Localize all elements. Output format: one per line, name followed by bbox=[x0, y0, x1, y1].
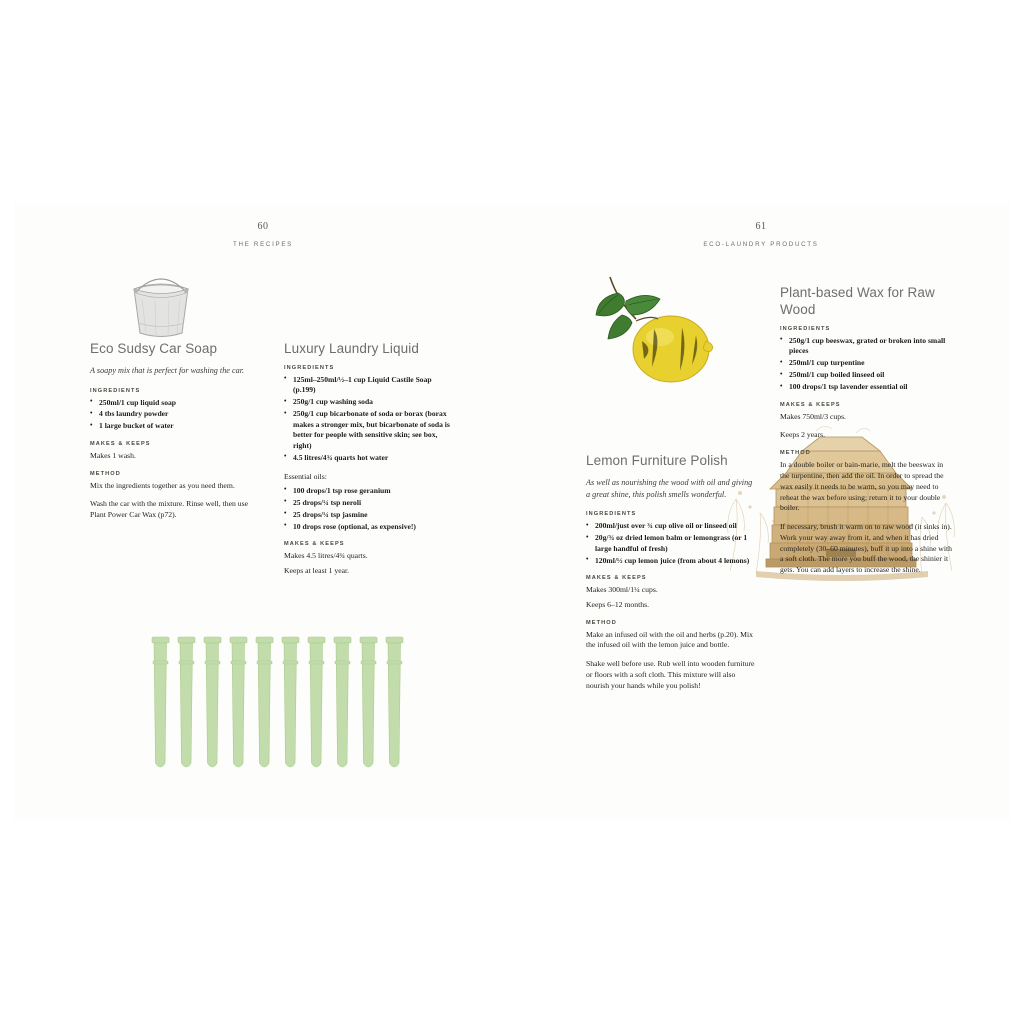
makes-keeps-text: Makes 4.5 litres/4¾ quarts. bbox=[284, 551, 368, 561]
list-item: • 25 drops/¼ tsp jasmine bbox=[284, 510, 456, 520]
recipe-luxury-laundry-liquid bbox=[284, 341, 456, 586]
ingredients-heading: INGREDIENTS bbox=[780, 325, 831, 332]
recipe-lede: A soapy mix that is perfect for washing the car. bbox=[90, 365, 245, 375]
list-item: • 25 drops/¼ tsp neroli bbox=[284, 498, 456, 508]
makes-keeps-block bbox=[90, 441, 262, 462]
method-block bbox=[586, 620, 758, 692]
ingredients-heading: INGREDIENTS bbox=[284, 364, 335, 371]
list-item: • 100 drops/1 tsp lavender essential oil bbox=[780, 382, 952, 392]
makes-keeps-block bbox=[586, 575, 758, 611]
list-item: • 250ml/1 cup boiled linseed oil bbox=[780, 370, 952, 380]
makes-keeps-text: Makes 300ml/1¼ cups. bbox=[586, 585, 658, 595]
makes-keeps-text: Makes 750ml/3 cups. bbox=[780, 411, 846, 421]
makes-keeps-text: Makes 1 wash. bbox=[90, 450, 136, 460]
makes-keeps-text: Keeps 6–12 months. bbox=[586, 599, 649, 609]
right-folio-label: ECO-LAUNDRY PRODUCTS bbox=[703, 241, 819, 248]
makes-keeps-block bbox=[284, 541, 456, 577]
list-item: • 250g/1 cup beeswax, grated or broken into small pieces bbox=[780, 336, 952, 357]
method-block bbox=[780, 450, 952, 576]
makes-keeps-block bbox=[780, 402, 952, 442]
essential-oils-label: Essential oils: bbox=[284, 472, 327, 482]
method-paragraph: If necessary, brush it warm on to raw wood (it sinks in). Work your way away from it, and when it has dried completely (30–60 minutes), buff it up into a shine with a soft cloth. The more you buff the wood, the shinier it gets. You can add layers to increase the shine. bbox=[780, 522, 952, 575]
recipe-lemon-furniture-polish bbox=[586, 453, 758, 701]
method-block bbox=[90, 471, 262, 521]
method-heading: METHOD bbox=[90, 470, 121, 477]
left-folio-label: THE RECIPES bbox=[233, 241, 293, 248]
makes-keeps-text: Keeps at least 1 year. bbox=[284, 566, 350, 576]
list-item: • 4.5 litres/4¾ quarts hot water bbox=[284, 453, 456, 463]
right-folio-number: 61 bbox=[755, 221, 767, 232]
left-folio-number: 60 bbox=[257, 221, 269, 232]
method-paragraph: Mix the ingredients together as you need them. bbox=[90, 480, 235, 490]
list-item: • 250ml/1 cup turpentine bbox=[780, 358, 952, 368]
makes-keeps-heading: MAKES & KEEPS bbox=[780, 401, 841, 408]
makes-keeps-text: Keeps 2 years. bbox=[780, 430, 826, 440]
list-item: • 200ml/just over ¾ cup olive oil or linseed oil bbox=[586, 521, 758, 531]
makes-keeps-heading: MAKES & KEEPS bbox=[284, 541, 345, 548]
ingredients-list bbox=[284, 375, 456, 463]
left-page bbox=[14, 203, 512, 820]
list-item: • 250ml/1 cup liquid soap bbox=[90, 398, 262, 408]
makes-keeps-heading: MAKES & KEEPS bbox=[90, 440, 151, 447]
ingredients-list bbox=[90, 398, 262, 432]
ingredients-list bbox=[586, 521, 758, 566]
ingredients-block bbox=[90, 388, 262, 432]
method-heading: METHOD bbox=[780, 450, 811, 457]
method-paragraph: Make an infused oil with the oil and herbs (p.20). Mix the infused oil with the lemon juice and bottle. bbox=[586, 629, 753, 650]
left-page-columns bbox=[14, 273, 512, 813]
recipe-lede: As well as nourishing the wood with oil and giving a great shine, this polish smells wonderful. bbox=[586, 477, 753, 499]
recipe-title: Plant-based Wax for Raw Wood bbox=[780, 285, 935, 317]
essential-oils-list bbox=[284, 486, 456, 532]
method-heading: METHOD bbox=[586, 619, 617, 626]
ingredients-block bbox=[586, 511, 758, 566]
list-item: • 250g/1 cup bicarbonate of soda or borax (borax makes a stronger mix, but bicarbonate of soda is better for people with sensitive skin; see box, right) bbox=[284, 409, 456, 451]
recipe-title: Lemon Furniture Polish bbox=[586, 453, 728, 468]
recipe-title: Eco Sudsy Car Soap bbox=[90, 341, 218, 356]
ingredients-list bbox=[780, 336, 952, 393]
book-spread bbox=[14, 203, 1010, 820]
recipe-title: Luxury Laundry Liquid bbox=[284, 341, 419, 356]
method-paragraph: In a double boiler or bain-marie, melt the beeswax in the turpentine, then add the oil. In order to spread the wax easily it needs to be warm, so you may need to reheat the wax before using; return it to your double boiler. bbox=[780, 460, 944, 513]
ingredients-block bbox=[284, 365, 456, 532]
recipe-plant-based-wax bbox=[780, 285, 952, 585]
method-paragraph: Shake well before use. Rub well into wooden furniture or floors with a soft cloth. This mixture will also nourish your hands while you polish! bbox=[586, 659, 755, 690]
list-item: • 20g/¾ oz dried lemon balm or lemongrass (or 1 large handful of fresh) bbox=[586, 533, 758, 554]
makes-keeps-heading: MAKES & KEEPS bbox=[586, 575, 647, 582]
ingredients-block bbox=[780, 326, 952, 393]
list-item: • 120ml/½ cup lemon juice (from about 4 lemons) bbox=[586, 556, 758, 566]
recipe-eco-sudsy-car-soap bbox=[90, 341, 262, 530]
right-page-folio bbox=[512, 221, 1010, 248]
list-item: • 4 tbs laundry powder bbox=[90, 409, 262, 419]
method-paragraph: Wash the car with the mixture. Rinse well, then use Plant Power Car Wax (p72). bbox=[90, 499, 249, 520]
right-page bbox=[512, 203, 1010, 820]
left-page-folio bbox=[14, 221, 512, 248]
list-item: • 125ml–250ml/½–1 cup Liquid Castile Soap (p.199) bbox=[284, 375, 456, 396]
ingredients-heading: INGREDIENTS bbox=[586, 511, 637, 518]
ingredients-heading: INGREDIENTS bbox=[90, 387, 141, 394]
list-item: • 100 drops/1 tsp rose geranium bbox=[284, 486, 456, 496]
list-item: • 10 drops rose (optional, as expensive!) bbox=[284, 522, 456, 532]
list-item: • 250g/1 cup washing soda bbox=[284, 397, 456, 407]
list-item: • 1 large bucket of water bbox=[90, 421, 262, 431]
right-page-columns bbox=[512, 273, 1010, 813]
